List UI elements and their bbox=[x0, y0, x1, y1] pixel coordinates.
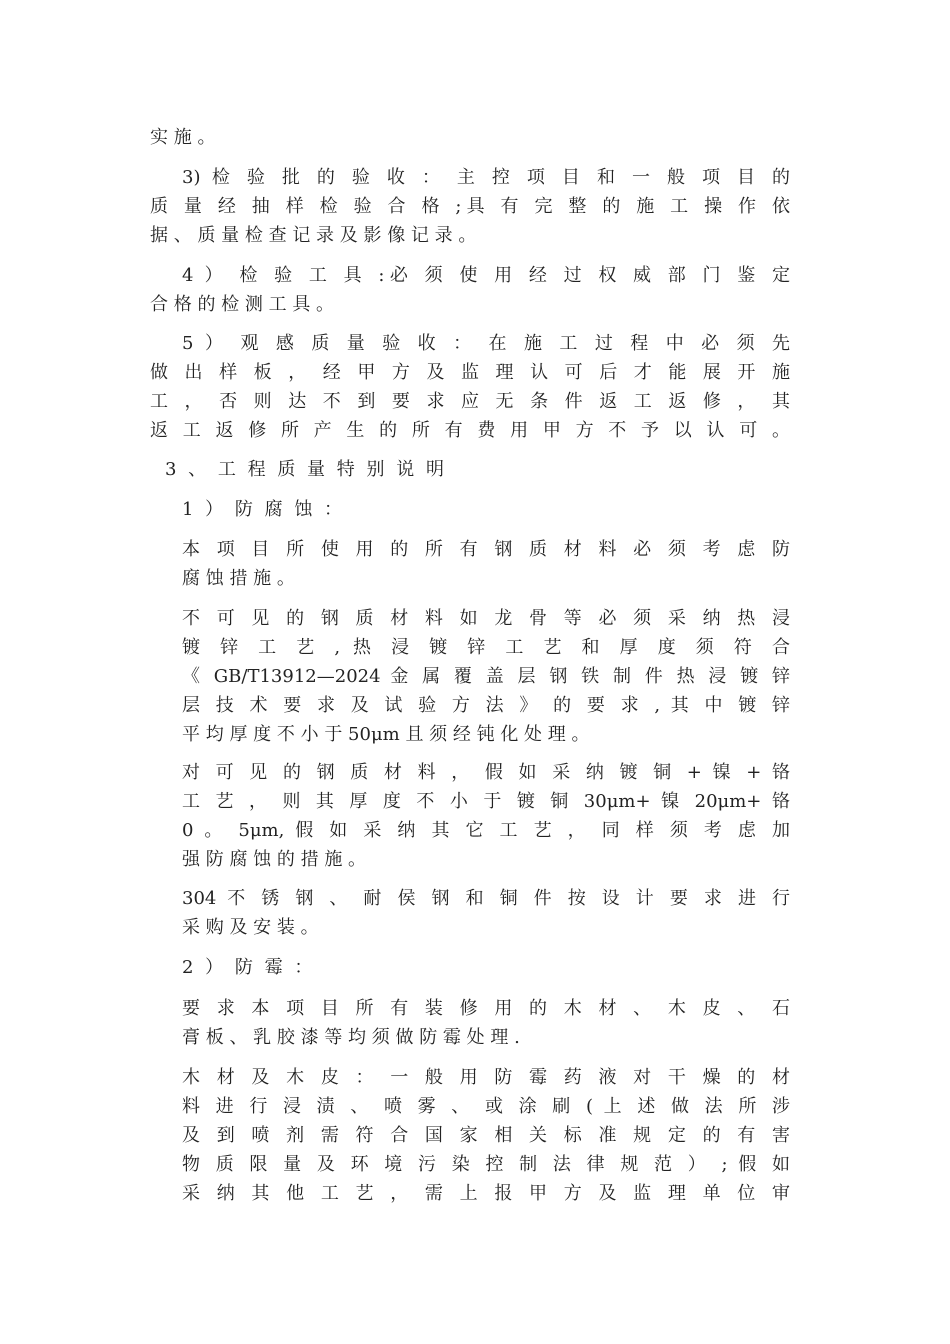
paragraph-steel-anticorrosion bbox=[182, 535, 790, 593]
text-line: 工 艺 ， 则 其 厚 度 不 小 于 镀 铜 30μm+ 镍 20μm+ 铬 bbox=[182, 791, 790, 812]
text-line: 不 可 见 的 钢 质 材 料 如 龙 骨 等 必 须 采 纳 热 浸 bbox=[182, 608, 790, 629]
text-line: 4 ） 检 验 工 具 :必 须 使 用 经 过 权 威 部 门 鉴 定 bbox=[182, 265, 790, 286]
paragraph-wood-treatment bbox=[182, 1063, 790, 1208]
text-line: 实 施 。 bbox=[150, 127, 216, 148]
text-line: 镀 锌 工 艺 , 热 浸 镀 锌 工 艺 和 厚 度 须 符 合 bbox=[182, 637, 790, 658]
text-line: 返 工 返 修 所 产 生 的 所 有 费 用 甲 方 不 予 以 认 可 。 bbox=[150, 420, 790, 441]
text-line: 物 质 限 量 及 环 境 污 染 控 制 法 律 规 范 ） ; 假 如 bbox=[182, 1154, 790, 1175]
text-line: 及 到 喷 剂 需 符 合 国 家 相 关 标 准 规 定 的 有 害 bbox=[182, 1125, 790, 1146]
section-heading-quality-notes bbox=[165, 455, 565, 484]
paragraph-inspection-tools bbox=[150, 261, 790, 319]
subheading: 1 ） 防 腐 蚀 ： bbox=[182, 499, 343, 520]
paragraph-stainless-steel bbox=[182, 884, 790, 942]
text-line: 做 出 样 板 ， 经 甲 方 及 监 理 认 可 后 才 能 展 开 施 bbox=[150, 362, 790, 383]
text-line: 5 ） 观 感 质 量 验 收 ： 在 施 工 过 程 中 必 须 先 bbox=[182, 333, 790, 354]
subheading-mildew-proof bbox=[182, 953, 482, 982]
paragraph-hot-dip-galvanizing bbox=[182, 604, 790, 749]
paragraph-inspection-acceptance bbox=[150, 163, 790, 250]
text-line: 采 购 及 安 装 。 bbox=[182, 917, 319, 938]
text-line: 合 格 的 检 测 工 具 。 bbox=[150, 294, 335, 315]
text-line: 工 ， 否 则 达 不 到 要 求 应 无 条 件 返 工 返 修 ， 其 bbox=[150, 391, 790, 412]
text-line: 据 、 质 量 检 查 记 录 及 影 像 记 录 。 bbox=[150, 225, 477, 246]
subheading-anticorrosion bbox=[182, 495, 482, 524]
subheading: 2 ） 防 霉 ： bbox=[182, 957, 313, 978]
text-line: 本 项 目 所 使 用 的 所 有 钢 质 材 料 必 须 考 虑 防 bbox=[182, 539, 790, 560]
text-line: 304 不 锈 钢 、 耐 侯 钢 和 铜 件 按 设 计 要 求 进 行 bbox=[182, 888, 790, 909]
paragraph-continuation bbox=[150, 123, 790, 152]
text-line: 质 量 经 抽 样 检 验 合 格 ;具 有 完 整 的 施 工 操 作 依 bbox=[150, 196, 790, 217]
text-line: 木 材 及 木 皮 ： 一 般 用 防 霉 药 液 对 干 燥 的 材 bbox=[182, 1067, 790, 1088]
text-line: 膏 板 、 乳 胶 漆 等 均 须 做 防 霉 处 理 . bbox=[182, 1027, 520, 1048]
text-line: 腐 蚀 措 施 。 bbox=[182, 568, 295, 589]
text-line: 平 均 厚 度 不 小 于 50μm 且 须 经 钝 化 处 理 。 bbox=[182, 724, 590, 745]
text-line: 3) 检 验 批 的 验 收 ： 主 控 项 目 和 一 般 项 目 的 bbox=[182, 167, 790, 188]
text-line: 层 技 术 要 求 及 试 验 方 法 》 的 要 求 , 其 中 镀 锌 bbox=[182, 695, 790, 716]
paragraph-mildew-materials bbox=[182, 994, 790, 1052]
text-line: 强 防 腐 蚀 的 措 施 。 bbox=[182, 849, 367, 870]
text-line: 对 可 见 的 钢 质 材 料 ， 假 如 采 纳 镀 铜 + 镍 + 铬 bbox=[182, 762, 790, 783]
section-heading: 3 、 工 程 质 量 特 别 说 明 bbox=[165, 459, 444, 480]
paragraph-visual-quality bbox=[150, 329, 790, 445]
text-line: 0 。 5μm, 假 如 采 纳 其 它 工 艺 ， 同 样 须 考 虑 加 bbox=[182, 820, 790, 841]
paragraph-visible-steel-plating bbox=[182, 758, 790, 874]
text-line: 要 求 本 项 目 所 有 装 修 用 的 木 材 、 木 皮 、 石 bbox=[182, 998, 790, 1019]
text-line: 《 GB/T13912—2024 金 属 覆 盖 层 钢 铁 制 件 热 浸 镀 锌 bbox=[182, 666, 790, 687]
text-line: 料 进 行 浸 渍 、 喷 雾 、 或 涂 刷 ( 上 述 做 法 所 涉 bbox=[182, 1096, 790, 1117]
text-line: 采 纳 其 他 工 艺 ， 需 上 报 甲 方 及 监 理 单 位 审 bbox=[182, 1183, 790, 1204]
